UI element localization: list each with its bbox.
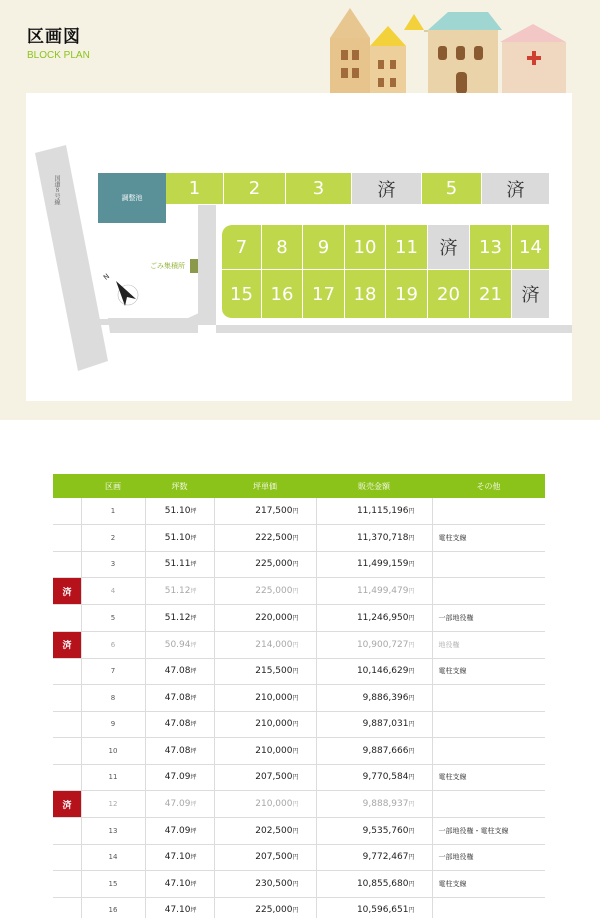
lot-number: 12	[81, 791, 145, 818]
price-cell	[316, 844, 432, 871]
tsubo-cell	[145, 578, 214, 605]
tsubo-cell	[145, 685, 214, 712]
lot-18[interactable]: 18	[345, 270, 386, 319]
unit-price-cell	[214, 525, 316, 552]
unit-price-cell	[214, 711, 316, 738]
yen-unit: 円	[292, 614, 299, 622]
header-tsubo: 坪数	[145, 474, 214, 498]
table-row	[53, 605, 545, 632]
tsubo-value: 51.10	[164, 532, 191, 543]
sold-cell	[53, 658, 81, 685]
tsubo-value: 47.08	[164, 745, 191, 756]
price-cell	[316, 711, 432, 738]
sold-cell	[53, 498, 81, 525]
price-cell	[316, 605, 432, 632]
tsubo-value: 51.11	[164, 559, 191, 570]
sold-badge: 済	[53, 791, 81, 817]
tsubo-unit: 坪	[190, 534, 197, 542]
yen-unit: 円	[292, 854, 299, 862]
lot-10[interactable]: 10	[345, 225, 386, 270]
note-cell	[432, 897, 545, 918]
unit-price-cell	[214, 551, 316, 578]
note-cell: 一部地役権	[432, 844, 545, 871]
yen-unit: 円	[292, 641, 299, 649]
table-row	[53, 551, 545, 578]
unit-price-cell	[214, 818, 316, 845]
price-cell	[316, 631, 432, 658]
tsubo-unit: 坪	[190, 774, 197, 782]
price-table	[53, 474, 545, 918]
unit-price-value: 210,000	[255, 745, 293, 756]
tsubo-value: 47.09	[164, 799, 191, 809]
price-cell	[316, 791, 432, 818]
plan-section	[0, 0, 600, 420]
route-label: 国道８号線	[53, 175, 60, 205]
price-cell	[316, 897, 432, 918]
tsubo-cell	[145, 605, 214, 632]
tsubo-cell	[145, 525, 214, 552]
lot-3[interactable]: 3	[286, 173, 352, 205]
price-cell	[316, 685, 432, 712]
tsubo-unit: 坪	[190, 907, 197, 915]
table-row	[53, 764, 545, 791]
yen-unit: 円	[292, 801, 299, 808]
yen-unit: 円	[408, 801, 415, 808]
tsubo-unit: 坪	[190, 641, 197, 649]
yen-unit: 円	[292, 588, 299, 595]
unit-price-value: 225,000	[255, 559, 293, 570]
note-cell: 地役権	[432, 631, 545, 658]
tsubo-value: 47.08	[164, 666, 191, 677]
price-value: 10,596,651	[356, 905, 409, 916]
table-header-row	[53, 474, 545, 498]
lot-12-sold[interactable]: 済	[428, 225, 470, 270]
unit-price-cell	[214, 738, 316, 765]
lot-7[interactable]: 7	[222, 225, 262, 270]
tsubo-value: 47.08	[164, 719, 191, 730]
header-note: その他	[432, 474, 545, 498]
tsubo-unit: 坪	[190, 801, 197, 808]
price-cell	[316, 498, 432, 525]
block-plan-map	[26, 93, 572, 401]
tsubo-unit: 坪	[190, 747, 197, 755]
tsubo-value: 51.12	[164, 612, 191, 623]
lot-17[interactable]: 17	[303, 270, 345, 319]
price-value: 11,370,718	[356, 532, 409, 543]
unit-price-cell	[214, 631, 316, 658]
lot-13[interactable]: 13	[470, 225, 512, 270]
price-value: 9,888,937	[362, 799, 409, 809]
yen-unit: 円	[408, 508, 415, 515]
price-value: 11,499,479	[356, 586, 409, 596]
note-cell: 電柱支線	[432, 525, 545, 552]
tsubo-cell	[145, 551, 214, 578]
note-cell: 電柱支線	[432, 658, 545, 685]
tsubo-unit: 坪	[190, 508, 197, 515]
unit-price-value: 220,000	[255, 612, 293, 623]
tsubo-value: 47.09	[164, 772, 191, 783]
tsubo-cell	[145, 871, 214, 898]
yen-unit: 円	[408, 694, 415, 702]
lot-16[interactable]: 16	[262, 270, 303, 319]
lot-number: 13	[81, 818, 145, 845]
price-cell	[316, 764, 432, 791]
tsubo-value: 47.08	[164, 692, 191, 703]
page-title: 区画図	[27, 27, 81, 47]
unit-price-value: 210,000	[255, 719, 293, 730]
price-value: 11,115,196	[356, 506, 409, 516]
price-cell	[316, 551, 432, 578]
yen-unit: 円	[408, 747, 415, 755]
lot-14[interactable]: 14	[512, 225, 550, 270]
yen-unit: 円	[292, 534, 299, 542]
lot-20[interactable]: 20	[428, 270, 470, 319]
sold-cell	[53, 844, 81, 871]
table-row	[53, 738, 545, 765]
unit-price-value: 210,000	[255, 692, 293, 703]
unit-price-value: 225,000	[255, 586, 293, 596]
lot-8[interactable]: 8	[262, 225, 303, 270]
yen-unit: 円	[292, 747, 299, 755]
tsubo-value: 47.10	[164, 852, 191, 863]
unit-price-value: 207,500	[255, 852, 293, 863]
table-row	[53, 631, 545, 658]
yen-unit: 円	[408, 588, 415, 595]
table-body	[53, 498, 545, 918]
table-row	[53, 711, 545, 738]
tsubo-value: 50.94	[164, 639, 191, 650]
lot-number: 16	[81, 897, 145, 918]
table-row	[53, 498, 545, 525]
yen-unit: 円	[292, 880, 299, 888]
sold-cell	[53, 711, 81, 738]
tsubo-unit: 坪	[190, 668, 197, 676]
gomi-label: ごみ集積所	[150, 262, 185, 270]
pond: 調整池	[98, 173, 166, 223]
lot-19[interactable]: 19	[386, 270, 428, 319]
table-row	[53, 578, 545, 605]
lot-11[interactable]: 11	[386, 225, 428, 270]
note-cell	[432, 711, 545, 738]
lot-4-sold[interactable]: 済	[352, 173, 422, 205]
lot-number: 15	[81, 871, 145, 898]
note-cell	[432, 578, 545, 605]
price-value: 9,772,467	[362, 852, 409, 863]
lot-1[interactable]: 1	[166, 173, 224, 205]
tsubo-unit: 坪	[190, 880, 197, 888]
tsubo-cell	[145, 498, 214, 525]
unit-price-value: 222,500	[255, 532, 293, 543]
unit-price-value: 207,500	[255, 772, 293, 783]
lot-number: 1	[81, 498, 145, 525]
unit-price-cell	[214, 871, 316, 898]
sold-cell	[53, 791, 81, 818]
unit-price-cell	[214, 658, 316, 685]
price-value: 9,535,760	[362, 825, 409, 836]
sold-cell	[53, 631, 81, 658]
lot-2[interactable]: 2	[224, 173, 286, 205]
lot-5[interactable]: 5	[422, 173, 482, 205]
unit-price-cell	[214, 498, 316, 525]
tsubo-value: 47.10	[164, 905, 191, 916]
note-cell: 電柱支線	[432, 764, 545, 791]
tsubo-cell	[145, 631, 214, 658]
houses-illustration	[328, 2, 573, 102]
sold-cell	[53, 764, 81, 791]
header-sold-col	[53, 474, 81, 498]
price-cell	[316, 818, 432, 845]
tsubo-cell	[145, 658, 214, 685]
sold-cell	[53, 818, 81, 845]
header-lot: 区画	[81, 474, 145, 498]
price-value: 9,886,396	[362, 692, 409, 703]
lot-9[interactable]: 9	[303, 225, 345, 270]
tsubo-cell	[145, 764, 214, 791]
unit-price-value: 202,500	[255, 825, 293, 836]
sold-cell	[53, 525, 81, 552]
note-cell: 一部地役権・電柱支線	[432, 818, 545, 845]
lot-number: 11	[81, 764, 145, 791]
sold-cell	[53, 897, 81, 918]
table-row	[53, 658, 545, 685]
note-cell	[432, 738, 545, 765]
yen-unit: 円	[408, 907, 415, 915]
yen-unit: 円	[292, 774, 299, 782]
page-subtitle: BLOCK PLAN	[27, 50, 90, 61]
header-price: 販売金額	[316, 474, 432, 498]
lot-22-sold[interactable]: 済	[512, 270, 550, 319]
sold-cell	[53, 871, 81, 898]
price-table-wrap	[53, 474, 545, 918]
yen-unit: 円	[408, 774, 415, 782]
tsubo-unit: 坪	[190, 561, 197, 569]
price-value: 11,246,950	[356, 612, 409, 623]
price-value: 10,146,629	[356, 666, 409, 677]
unit-price-cell	[214, 791, 316, 818]
table-row	[53, 791, 545, 818]
lot-number: 10	[81, 738, 145, 765]
price-value: 10,855,680	[356, 878, 409, 889]
yen-unit: 円	[292, 561, 299, 569]
tsubo-value: 51.10	[164, 506, 191, 516]
north-label: N	[102, 272, 112, 282]
yen-unit: 円	[408, 721, 415, 729]
yen-unit: 円	[292, 907, 299, 915]
note-cell: 電柱支線	[432, 871, 545, 898]
lot-number: 5	[81, 605, 145, 632]
yen-unit: 円	[408, 561, 415, 569]
unit-price-value: 217,500	[255, 506, 293, 516]
price-value: 10,900,727	[356, 639, 409, 650]
yen-unit: 円	[408, 534, 415, 542]
table-row	[53, 897, 545, 918]
table-row	[53, 844, 545, 871]
note-cell	[432, 498, 545, 525]
yen-unit: 円	[292, 827, 299, 835]
sold-cell	[53, 738, 81, 765]
tsubo-cell	[145, 818, 214, 845]
price-cell	[316, 525, 432, 552]
yen-unit: 円	[408, 880, 415, 888]
yen-unit: 円	[408, 854, 415, 862]
unit-price-cell	[214, 605, 316, 632]
lot-21[interactable]: 21	[470, 270, 512, 319]
header-unit-price: 坪単価	[214, 474, 316, 498]
unit-price-cell	[214, 578, 316, 605]
unit-price-cell	[214, 897, 316, 918]
unit-price-value: 230,500	[255, 878, 293, 889]
yen-unit: 円	[408, 614, 415, 622]
yen-unit: 円	[292, 721, 299, 729]
yen-unit: 円	[408, 641, 415, 649]
tsubo-unit: 坪	[190, 854, 197, 862]
price-cell	[316, 578, 432, 605]
tsubo-unit: 坪	[190, 827, 197, 835]
sold-cell	[53, 605, 81, 632]
tsubo-unit: 坪	[190, 694, 197, 702]
unit-price-cell	[214, 844, 316, 871]
note-cell: 一部地役権	[432, 605, 545, 632]
unit-price-value: 225,000	[255, 905, 293, 916]
tsubo-cell	[145, 844, 214, 871]
lot-number: 14	[81, 844, 145, 871]
table-row	[53, 871, 545, 898]
price-value: 9,887,666	[362, 745, 409, 756]
sold-cell	[53, 685, 81, 712]
tsubo-unit: 坪	[190, 614, 197, 622]
lot-15[interactable]: 15	[222, 270, 262, 319]
lot-number: 6	[81, 631, 145, 658]
lot-number: 3	[81, 551, 145, 578]
price-value: 9,770,584	[362, 772, 409, 783]
unit-price-value: 214,000	[255, 639, 293, 650]
lot-number: 4	[81, 578, 145, 605]
gomi-box	[190, 259, 198, 273]
yen-unit: 円	[408, 668, 415, 676]
tsubo-value: 51.12	[164, 586, 191, 596]
sold-badge: 済	[53, 632, 81, 658]
price-value: 11,499,159	[356, 559, 409, 570]
lot-number: 7	[81, 658, 145, 685]
sold-cell	[53, 578, 81, 605]
yen-unit: 円	[408, 827, 415, 835]
price-value: 9,887,031	[362, 719, 409, 730]
table-row	[53, 525, 545, 552]
unit-price-value: 210,000	[255, 799, 293, 809]
price-cell	[316, 738, 432, 765]
lot-6-sold[interactable]: 済	[482, 173, 550, 205]
tsubo-cell	[145, 738, 214, 765]
tsubo-cell	[145, 897, 214, 918]
lot-number: 8	[81, 685, 145, 712]
note-cell	[432, 685, 545, 712]
unit-price-cell	[214, 685, 316, 712]
sold-badge: 済	[53, 578, 81, 604]
yen-unit: 円	[292, 668, 299, 676]
tsubo-cell	[145, 711, 214, 738]
tsubo-unit: 坪	[190, 721, 197, 729]
price-cell	[316, 658, 432, 685]
tsubo-cell	[145, 791, 214, 818]
unit-price-cell	[214, 764, 316, 791]
note-cell	[432, 551, 545, 578]
lot-number: 2	[81, 525, 145, 552]
note-cell	[432, 791, 545, 818]
tsubo-value: 47.09	[164, 825, 191, 836]
table-row	[53, 685, 545, 712]
table-row	[53, 818, 545, 845]
tsubo-unit: 坪	[190, 588, 197, 595]
unit-price-value: 215,500	[255, 666, 293, 677]
sold-cell	[53, 551, 81, 578]
lot-number: 9	[81, 711, 145, 738]
yen-unit: 円	[292, 694, 299, 702]
yen-unit: 円	[292, 508, 299, 515]
price-cell	[316, 871, 432, 898]
tsubo-value: 47.10	[164, 878, 191, 889]
